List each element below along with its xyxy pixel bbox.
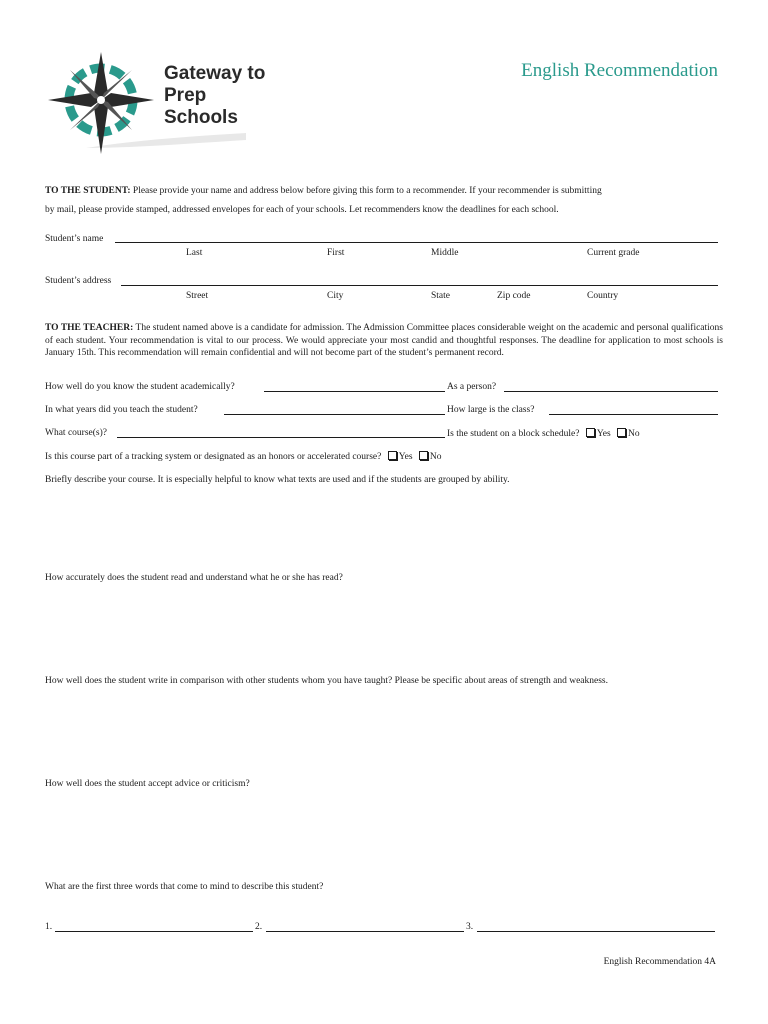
know-academically-field[interactable] — [264, 391, 445, 392]
footer-label: English Recommendation 4A — [603, 957, 716, 967]
student-instructions — [45, 182, 723, 220]
tracking-yes-label: Yes — [398, 452, 413, 462]
address-field-street: Street — [186, 291, 209, 301]
question-read-understand: How accurately does the student read and understand what he or she has read? — [45, 573, 343, 583]
question-accept-advice: How well does the student accept advice or criticism? — [45, 779, 250, 789]
address-field-state: State — [431, 291, 450, 301]
student-name-field[interactable] — [115, 242, 718, 243]
as-person-field[interactable] — [504, 391, 718, 392]
brand-line-3: Schools — [164, 107, 238, 128]
block-schedule-no-label: No — [628, 429, 640, 439]
block-schedule-no-checkbox[interactable] — [617, 428, 626, 437]
tracking-no-label: No — [429, 452, 442, 462]
brand-line-1: Gateway to — [164, 63, 266, 84]
student-instructions-line-2: by mail, please provide stamped, addressed envelopes for each of your schools. Let recommenders know the deadlines for each school. — [45, 205, 559, 215]
courses-field[interactable] — [117, 437, 445, 438]
student-address-field[interactable] — [121, 285, 718, 286]
question-block-schedule: Is the student on a block schedule? — [447, 429, 580, 439]
student-address-label: Student’s address — [45, 276, 112, 286]
name-field-current-grade: Current grade — [587, 248, 640, 258]
question-describe-course: Briefly describe your course. It is especially helpful to know what texts are used and if the students are grouped by ability. — [45, 475, 510, 485]
name-field-last: Last — [186, 248, 203, 258]
years-taught-field[interactable] — [224, 414, 445, 415]
question-courses: What course(s)? — [45, 428, 107, 438]
word-number-3: 3. — [466, 922, 474, 932]
teacher-instructions — [45, 322, 723, 360]
question-as-person: As a person? — [447, 382, 497, 392]
question-years-taught: In what years did you teach the student? — [45, 405, 198, 415]
block-schedule-question — [447, 428, 640, 439]
tracking-no-checkbox[interactable] — [419, 451, 428, 460]
word-number-1: 1. — [45, 922, 53, 932]
question-class-size: How large is the class? — [447, 405, 535, 415]
word-number-2: 2. — [255, 922, 263, 932]
tracking-yes-checkbox[interactable] — [388, 451, 397, 460]
student-name-label: Student’s name — [45, 234, 104, 244]
tracking-question — [45, 451, 442, 462]
brand-name — [164, 63, 265, 129]
block-schedule-yes-checkbox[interactable] — [586, 428, 595, 437]
student-heading: TO THE STUDENT: — [45, 186, 131, 196]
word-3-field[interactable] — [477, 931, 715, 932]
class-size-field[interactable] — [549, 414, 718, 415]
student-instructions-line-1: Please provide your name and address below before giving this form to a recommender. If your recommender is submitting — [130, 186, 602, 196]
word-1-field[interactable] — [55, 931, 253, 932]
question-write-compare: How well does the student write in comparison with other students whom you have taught? Please be specific about areas of strength and weakness. — [45, 676, 608, 686]
document-title: English Recommendation — [521, 60, 718, 81]
name-field-middle: Middle — [431, 248, 459, 258]
teacher-instructions-text: The student named above is a candidate for admission. The Admission Committee places considerable weight on the academic and personal qualifications of each student. Your recommendation is vital to our process. We would appreciate your most candid and thoughtful responses. The deadline for application to most schools is January 15th. This recommendation will remain confidential and will not become part of the student’s permanent record. — [45, 323, 723, 358]
address-field-city: City — [327, 291, 344, 301]
brand-line-2: Prep — [164, 85, 207, 106]
word-2-field[interactable] — [266, 931, 464, 932]
teacher-heading: TO THE TEACHER: — [45, 323, 134, 333]
name-field-first: First — [327, 248, 345, 258]
address-field-country: Country — [587, 291, 619, 301]
question-three-words: What are the first three words that come to mind to describe this student? — [45, 882, 324, 892]
question-tracking: Is this course part of a tracking system or designated as an honors or accelerated course? — [45, 452, 382, 462]
address-field-zip: Zip code — [497, 291, 531, 301]
block-schedule-yes-label: Yes — [596, 429, 611, 439]
question-know-academically: How well do you know the student academically? — [45, 382, 235, 392]
